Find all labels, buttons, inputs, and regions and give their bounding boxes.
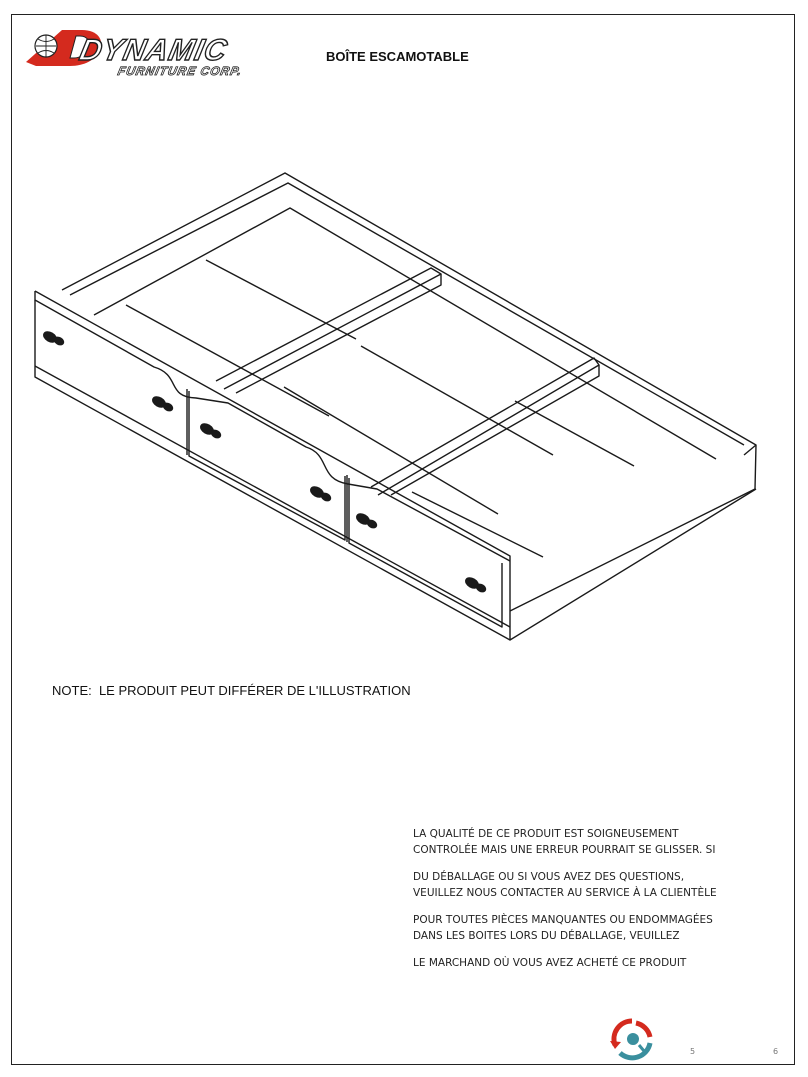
brand-name: DYNAMIC: [76, 34, 231, 67]
drawer-handle-icon: [464, 576, 487, 594]
notice-line: POUR TOUTES PIÈCES MANQUANTES OU ENDOMMAGÉES: [413, 914, 713, 926]
notice-line: VEUILLEZ NOUS CONTACTER AU SERVICE À LA CLIENTÈLE: [413, 887, 717, 899]
drawer-handle-icon: [151, 395, 174, 413]
drawer-handle-icon: [355, 512, 378, 530]
drawer-handle-icon: [199, 422, 222, 440]
page-mark: 6: [773, 1047, 779, 1056]
quality-notice: [413, 826, 773, 971]
page-mark: 5: [690, 1047, 696, 1056]
brand-logo: [22, 26, 282, 82]
drawer-handle-icon: [42, 330, 65, 347]
storage-box-illustration: [26, 165, 761, 655]
notice-line: DANS LES BOITES LORS DU DÉBALLAGE, VEUILLEZ: [413, 930, 680, 942]
quality-cycle-logo-icon: [606, 1017, 658, 1061]
notice-line: LA QUALITÉ DE CE PRODUIT EST SOIGNEUSEMENT: [413, 828, 679, 840]
notice-line: DU DÉBALLAGE OU SI VOUS AVEZ DES QUESTIONS,: [413, 871, 685, 883]
page-title: BOÎTE ESCAMOTABLE: [326, 49, 469, 64]
notice-line: CONTROLÉE MAIS UNE ERREUR POURRAIT SE GLISSER. SI: [413, 844, 716, 856]
brand-subtitle: FURNITURE CORP.: [116, 64, 244, 78]
illustration-note: NOTE: LE PRODUIT PEUT DIFFÉRER DE L'ILLUSTRATION: [52, 683, 411, 698]
drawer-handle-icon: [309, 485, 332, 503]
notice-line: LE MARCHAND OÙ VOUS AVEZ ACHETÉ CE PRODUIT: [413, 957, 687, 969]
